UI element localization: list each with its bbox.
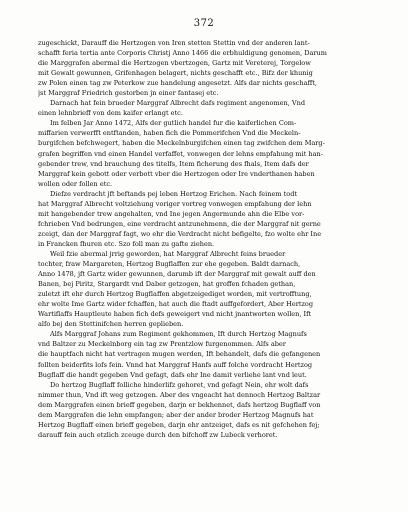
page-number: 372 [193, 18, 215, 29]
text-line: gebender trew, vnd brauchung des titelfs, Item ficherung des fhals, Item dafs der [38, 159, 309, 168]
text-line: Wartiflaffs Hauptleute haben fich defs geweigert vnd nicht jnantworten wollen, Ift [38, 310, 312, 319]
text-line: Marggraf kein gebott oder verbott vber die Hertzogen oder Ire vnderthanen haben [38, 169, 315, 178]
text-line: grafen begriffen vnd einen Handel verfaffet, vonwegen der lehns empfahung mit han- [38, 149, 323, 158]
body-text [38, 38, 383, 440]
text-line: Diefze verdracht jft beftands pej leben Hertzog Erichen. Nach feinem todt [50, 189, 298, 198]
text-line: fchrieben Vnd bedrungen, eine verdracht antzunehmenn, die der Marggraf nit gerne [38, 219, 321, 228]
text-line: zw Polen einen tag zw Peterkow zue handelung angesetzt. Alfs dar nichts geschafft, [38, 79, 317, 88]
text-line: Banen, bej Piritz, Stargardt vnd Daber getzogen, hat groffen fchaden gethan, [38, 280, 296, 289]
text-line: wollen oder follen etc. [38, 179, 113, 188]
text-line: alfo bej den Stettinifchen herren geplieben. [38, 320, 184, 329]
text-line: in Francken fhuren etc. Szo foll man zu gafte ziehen. [38, 239, 215, 248]
text-line: Bugflaff die handt gegeben Vnd gefagt, dafs ehr Ine damit verliehe lant vnd leut. [38, 370, 307, 379]
text-line: Hertzog Bugflaff einen brieff gegeben, darjn ehr antzeiget, dafs es nit gefchehen fej; [38, 420, 320, 429]
text-line: schafft feria tertia ante Corporis Christj Anno 1466 die erbhuldigung genomen, Darum [38, 49, 327, 58]
text-line: vnd Baltzer zu Meckelnborg ein tag zw Prentzlow furgenommen. Alfs aber [38, 340, 286, 349]
text-line: einen lehnbrieff von dem kaifer erlangt etc. [38, 109, 183, 118]
text-line: burgifchen befchwegert, haben die Meckelnburgifchen einen tag zwifchen dem Marg- [38, 139, 325, 148]
text-line: zceigt, dan der Marggraf fagt, wo ehr die Verdracht nicht befigelte, fzo wolte ehr Ine [38, 229, 322, 238]
text-line: nimmer thun, Vnd ift weg getzogen. Aber des vngeacht hat dennoch Hertzog Baltzar [38, 390, 321, 399]
text-line: die hauptfach nicht hat vertragen mugen werden, Ift behandelt, dafs die gefangenen [38, 350, 321, 359]
text-line: Do hertzog Bugflaff folliche hinderlifz gehoret, vnd gefagt Nein, ehr wolt dafs [50, 380, 309, 389]
text-line: ehr wolte Ime Gartz wider fchaffen, hat auch die ftadt auffgefordert, Aber Hertzog [38, 300, 314, 309]
text-line: dem Marggrafen einen brieff gegeben, darjn er bekhennet, dafs hertzog Bugflaff von [38, 400, 321, 409]
text-line: zuletzt ift ehr durch Hertzog Bugflaffen abgetzeigediget worden, mit vertrofftung, [38, 290, 312, 299]
text-line: Im felben Jar Anno 1472, Alfs der gutlich handel fur die kaiferlichen Com- [50, 119, 297, 128]
text-line: Weil fzie abermal jrrig geworden, hat Marggraf Albrecht feins brueder [50, 249, 286, 258]
text-line: darauff fein auch etzlich zceuge durch den bifchoff zw Lubeck verhoret. [38, 430, 278, 439]
text-line: miffarien verwerfft entftanden, haben fich die Pommerifchen Vnd die Meckeln- [38, 129, 301, 138]
text-line: die Marggrafen abermal die Hertzogen vbertzogen, Gartz mit Vereterej, Torgelow [38, 59, 311, 68]
text-line: hat Marggraf Albrecht voltziehung voriger vortreg vonwegen empfahung der lehn [38, 199, 312, 208]
text-line: Darnach hat fein brueder Marggraf Albrecht dafs regiment angenomen, Vnd [50, 99, 306, 108]
text-line: tochter, fraw Margareten, Hertzog Bugflaffen zur ehe gegeben. Baldt darnach, [38, 260, 301, 269]
text-line: mit hangebender trew angehalten, vnd Ine jegen Angermunde ahn die Elbe vor- [38, 209, 305, 218]
text-line: mit Gewalt gewunnen, Grifenhagen belagert, nichts geschafft etc., Bifz der khunig [38, 69, 313, 78]
text-line: jst Marggraf Friedrich gestorben jn einer fantasej etc. [38, 89, 219, 98]
text-line: zugeschickt, Darauff die Hertzogen von Iren stetten Stettin vnd der anderen lant- [38, 39, 310, 47]
text-line: follten beiderfits lofs fein. Vnnd hat Marggraf Hanfs auff folche vordracht Hertzog [38, 360, 313, 369]
text-line: dem Marggrafen die lehn empfangen; aber der ander broder Hertzog Magnufs hat [38, 410, 314, 419]
text-line: Alfs Marggraf Johans zum Regiment gekhommen, Ift durch Hertzog Magnufs [50, 330, 307, 339]
text-line: Anno 1478, jft Gartz wider gewunnen, darumb ift der Marggraf mit gewalt auff den [38, 270, 316, 279]
